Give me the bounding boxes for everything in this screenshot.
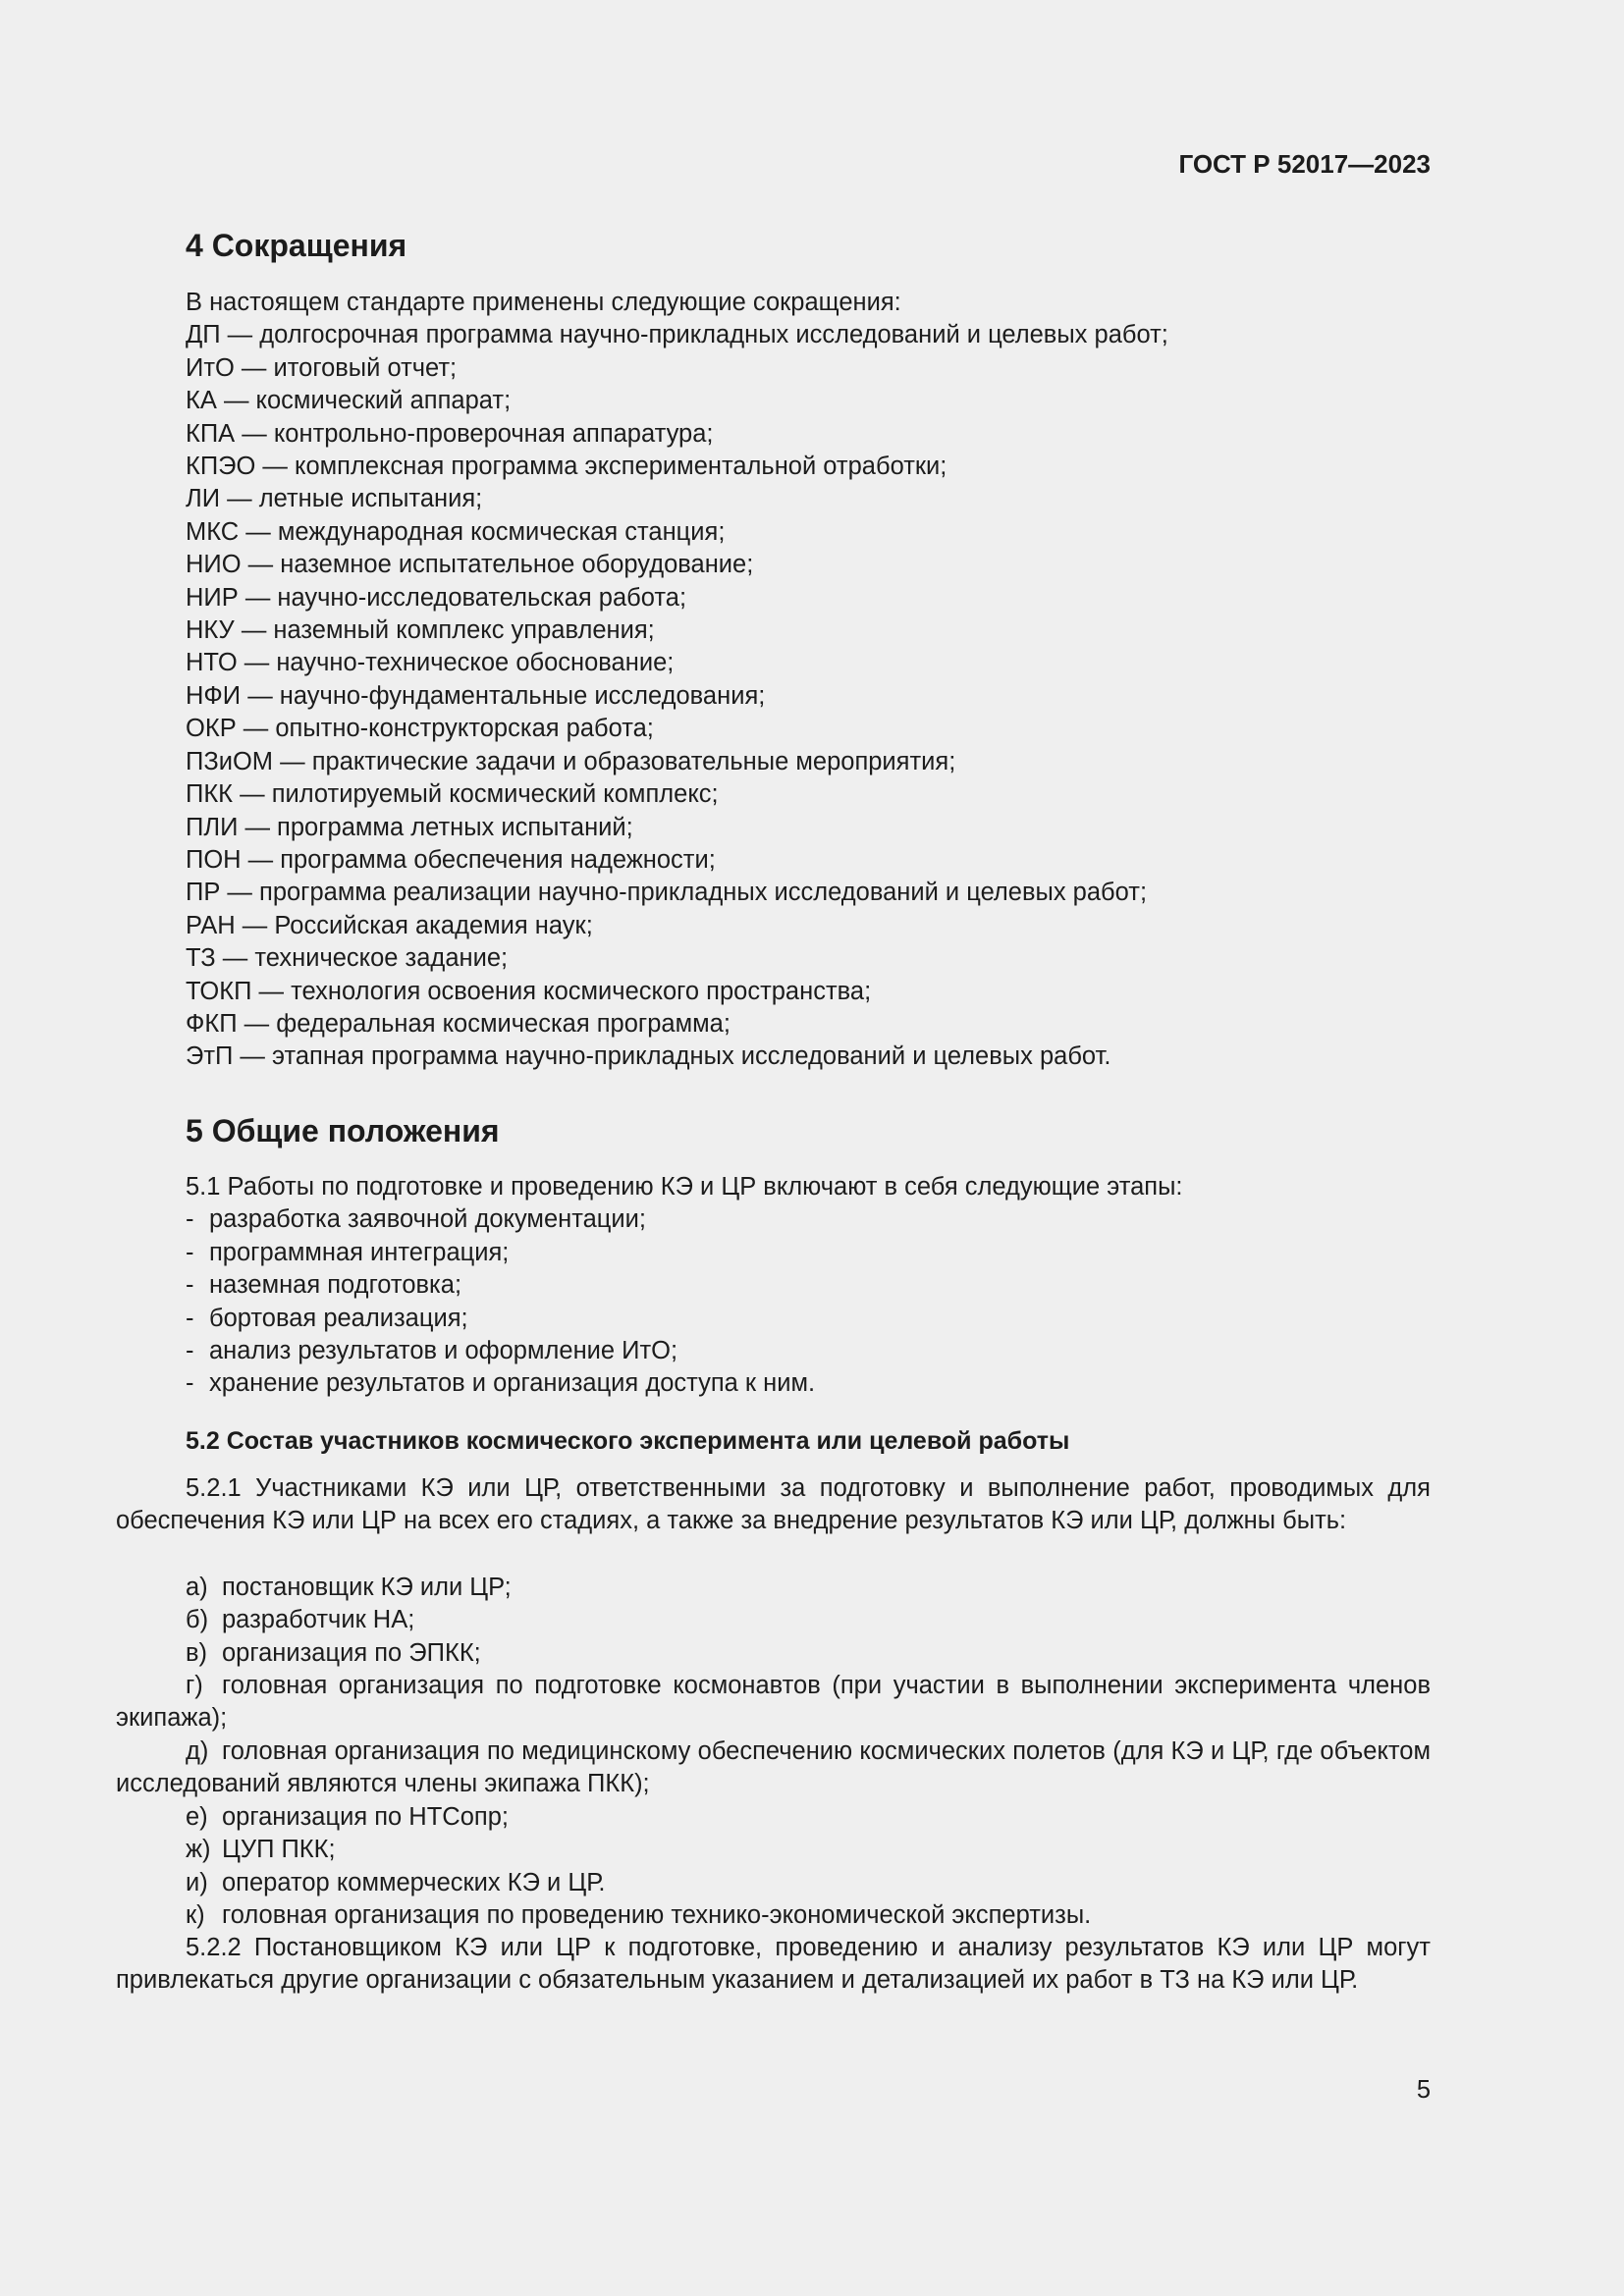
stage-text: программная интеграция; [209,1238,510,1266]
abbreviation-item: ПР — программа реализации научно-прикладных исследований и целевых работ; [186,879,1148,907]
item-marker: а) [186,1574,208,1601]
item-text: организация по ЭПКК; [222,1639,481,1667]
list-item [186,1237,1433,1269]
abbreviation-item: ПКК — пилотируемый космический комплекс; [186,780,719,809]
abbreviation-item: ЭтП — этапная программа научно-прикладных исследований и целевых работ. [186,1042,1111,1071]
abbreviation-item: ОКР — опытно-конструкторская работа; [186,715,654,743]
dash-marker: - [186,1238,194,1266]
subsection-5-2-heading: 5.2 Состав участников космического эксперимента или целевой работы [186,1427,1070,1455]
dash-marker: - [186,1205,194,1234]
abbreviation-item: КА — космический аппарат; [186,387,512,415]
item-text: разработчик НА; [222,1606,415,1633]
item-marker: в) [186,1639,208,1667]
abbreviations-block [186,287,1433,1074]
paragraph-5-2-1: 5.2.1 Участниками КЭ или ЦР, ответственными за подготовку и выполнение работ, проводимых для обеспечения КЭ или ЦР на всех его стадиях, а также за внедрение результатов КЭ или ЦР, должны быть: [116,1474,1431,1535]
abbreviation-item: ИтО — итоговый отчет; [186,353,458,382]
participant-item [116,1637,1431,1670]
abbreviations-intro: В настоящем стандарте применены следующие сокращения: [186,289,901,316]
item-text: головная организация по проведению технико-экономической экспертизы. [222,1901,1092,1929]
participant-item [116,1735,1431,1801]
list-item [186,1269,1433,1302]
item-text: постановщик КЭ или ЦР; [222,1574,512,1601]
stage-text: анализ результатов и оформление ИтО; [209,1337,678,1365]
abbreviation-item: НКУ — наземный комплекс управления; [186,616,655,645]
participant-item [116,1899,1431,1932]
item-marker: ж) [186,1836,211,1863]
dash-marker: - [186,1304,194,1332]
item-text: головная организация по медицинскому обеспечению космических полетов (для КЭ и ЦР, где объектом исследований являются члены экипажа ПКК); [116,1737,1431,1798]
stage-text: наземная подготовка; [209,1271,462,1300]
item-text: оператор коммерческих КЭ и ЦР. [222,1869,606,1896]
item-marker: д) [186,1737,209,1765]
section-4-heading: 4 Сокращения [186,228,407,263]
abbreviation-item: КПЭО — комплексная программа экспериментальной отработки; [186,453,947,481]
abbreviation-item: ПЗиОМ — практические задачи и образовательные мероприятия; [186,747,956,775]
abbreviation-item: ЛИ — летные испытания; [186,485,483,513]
dash-marker: - [186,1337,194,1365]
abbreviation-item: МКС — международная космическая станция; [186,517,726,546]
stages-block [186,1171,1433,1401]
abbreviation-item: НИР — научно-исследовательская работа; [186,583,687,612]
paragraph-5-1: 5.1 Работы по подготовке и проведению КЭ и ЦР включают в себя следующие этапы: [186,1173,1183,1201]
page-number: 5 [1416,2076,1431,2104]
abbreviation-item: НТО — научно-техническое обоснование; [186,649,675,677]
item-marker: к) [186,1901,205,1929]
abbreviation-item: КПА — контрольно-проверочная аппаратура; [186,419,714,448]
dash-marker: - [186,1271,194,1300]
participant-item [116,1572,1431,1604]
section-5-heading: 5 Общие положения [186,1113,500,1148]
item-text: организация по НТСопр; [222,1803,509,1831]
dash-marker: - [186,1369,194,1398]
item-marker: б) [186,1606,209,1633]
abbreviation-item: ПЛИ — программа летных испытаний; [186,813,633,841]
list-item [186,1335,1433,1367]
stage-text: разработка заявочной документации; [209,1205,646,1234]
item-text: ЦУП ПКК; [222,1836,336,1863]
abbreviation-item: НФИ — научно-фундаментальные исследования; [186,681,766,710]
abbreviation-item: ТЗ — техническое задание; [186,944,509,973]
document-code-header: ГОСТ Р 52017—2023 [1178,149,1431,179]
abbreviation-item: ПОН — программа обеспечения надежности; [186,845,716,874]
participant-item [116,1670,1431,1735]
stage-text: бортовая реализация; [209,1304,468,1332]
list-item [186,1303,1433,1335]
participant-item [116,1834,1431,1866]
participant-item [116,1867,1431,1899]
abbreviation-item: ФКП — федеральная космическая программа; [186,1009,731,1038]
participant-item [116,1604,1431,1636]
abbreviation-item: ТОКП — технология освоения космического пространства; [186,977,872,1005]
item-marker: и) [186,1869,208,1896]
item-marker: г) [186,1672,203,1699]
stage-text: хранение результатов и организация доступа к ним. [209,1369,816,1398]
abbreviation-item: ДП — долгосрочная программа научно-прикладных исследований и целевых работ; [186,321,1168,349]
list-item [186,1367,1433,1400]
abbreviation-item: РАН — Российская академия наук; [186,911,593,939]
list-item [186,1203,1433,1236]
participant-item [116,1801,1431,1834]
abbreviation-item: НИО — наземное испытательное оборудование; [186,551,754,579]
paragraph-5-2-2: 5.2.2 Постановщиком КЭ или ЦР к подготовке, проведению и анализу результатов КЭ или ЦР могут привлекаться другие организации с обязательным указанием и детализацией их работ в ТЗ на КЭ или ЦР. [116,1934,1431,1995]
item-marker: е) [186,1803,208,1831]
item-text: головная организация по подготовке космонавтов (при участии в выполнении эксперимента членов экипажа); [116,1672,1431,1733]
